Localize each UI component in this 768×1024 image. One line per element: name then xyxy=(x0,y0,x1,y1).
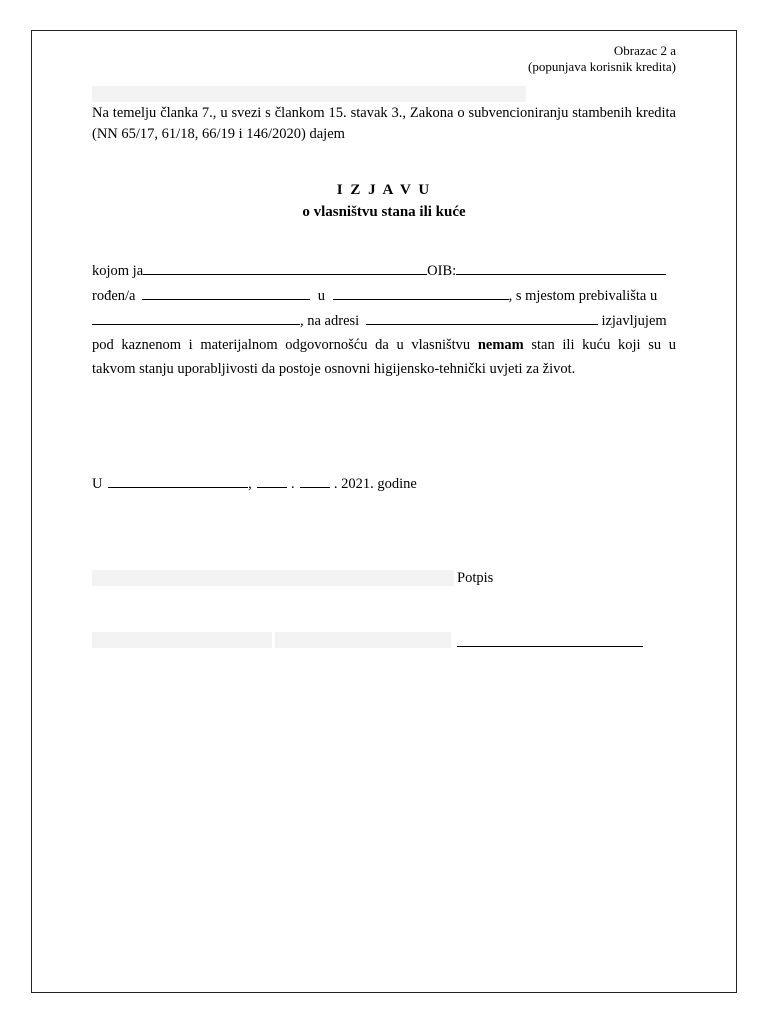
label-born: rođen/a xyxy=(92,288,136,304)
date-dot-1: . xyxy=(290,476,295,492)
address-blank[interactable] xyxy=(366,312,598,325)
declaration-emphasis-nemam: nemam xyxy=(477,337,524,353)
label-u: U xyxy=(92,476,103,492)
month-blank[interactable] xyxy=(300,475,330,488)
declaration-line-1 xyxy=(92,262,676,280)
birth-place-blank[interactable] xyxy=(333,287,509,300)
document-subtitle: o vlasništvu stana ili kuće xyxy=(302,204,466,220)
shaded-band-signature xyxy=(92,570,454,586)
shaded-band-top xyxy=(92,86,526,102)
year-text: 2021. godine xyxy=(341,476,417,492)
intro-paragraph: Na temelju članka 7., u svezi s člankom 15. stavak 3., Zakona o subvencioniranju stambenih kredita (NN 65/17, 61/18, 66/19 i 146/2020) dajem xyxy=(92,105,676,142)
label-address: , na adresi xyxy=(300,313,360,329)
page-frame xyxy=(31,30,737,993)
label-in: u xyxy=(317,288,325,304)
signature-line[interactable] xyxy=(457,646,643,647)
birth-date-blank[interactable] xyxy=(142,287,310,300)
date-comma: , xyxy=(248,476,252,492)
document-title: I Z J A V U xyxy=(336,182,432,198)
date-dot-2: . xyxy=(333,476,338,492)
declaration-line-2 xyxy=(92,287,676,305)
label-residence: , s mjestom prebivališta u xyxy=(508,288,658,304)
residence-place-blank[interactable] xyxy=(92,312,300,325)
declaration-line-4 xyxy=(92,337,676,354)
declaration-line-5: takvom stanju uporabljivosti da postoje osnovni higijensko-tehnički uvjeti za život. xyxy=(92,361,576,377)
form-header-note xyxy=(528,43,676,75)
name-field-blank[interactable] xyxy=(143,262,427,275)
date-place-line xyxy=(92,475,676,493)
form-note: (popunjava korisnik kredita) xyxy=(527,59,676,74)
declaration-line-3 xyxy=(92,312,676,330)
shaded-band-left xyxy=(92,632,272,648)
shaded-band-middle xyxy=(275,632,451,648)
signature-label: Potpis xyxy=(457,570,494,586)
place-blank[interactable] xyxy=(108,475,248,488)
label-kojom-ja: kojom ja xyxy=(92,263,144,279)
declaration-text-before: pod kaznenom i materijalnom odgovornošću da u vlasništvu xyxy=(92,337,471,353)
label-declare: izjavljujem xyxy=(601,313,667,329)
label-oib: OIB: xyxy=(427,263,457,279)
day-blank[interactable] xyxy=(257,475,287,488)
form-id: Obrazac 2 a xyxy=(613,43,676,58)
oib-field-blank[interactable] xyxy=(456,262,666,275)
declaration-text-after: stan ili kuću koji su u xyxy=(531,337,676,353)
